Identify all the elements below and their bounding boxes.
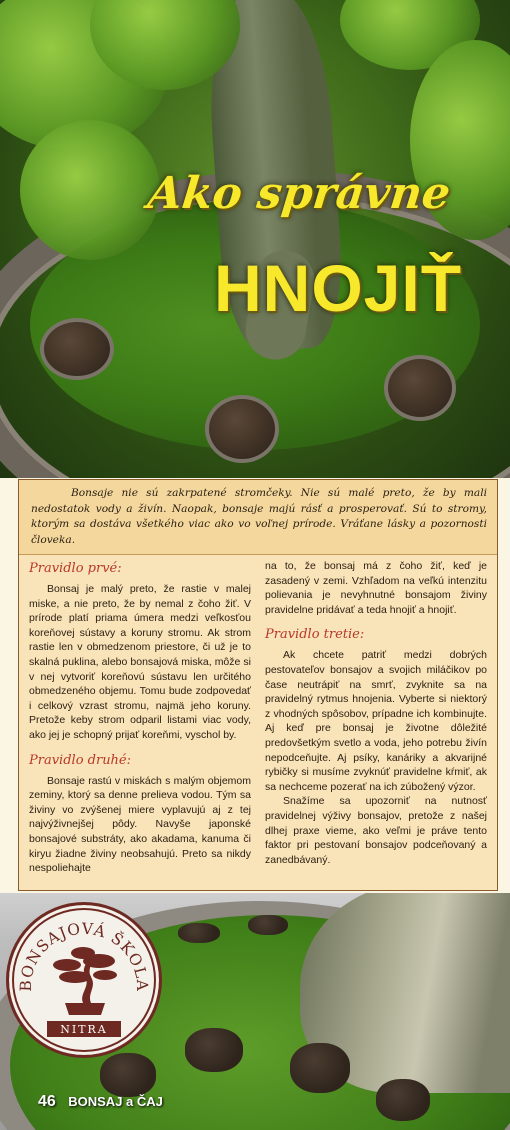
column-left [29,559,251,876]
rule2-heading: Pravidlo druhé: [29,752,132,768]
fertilizer-clod [185,1028,243,1072]
fertilizer-clod [248,915,288,935]
rule3-text: Ak chcete patriť medzi dobrých pestovateľov bonsajov a svojich miláčikov po čase neutrápiť na smrť, zvyknite sa na pravidelný rytmus hnojenia. Vyberte si niektorý z vhodných spôsobov, prípadne ich kombinujte. Aj keď pre bonsaj je životne dôležité predovšetkým svetlo a voda, jeho potrebu živín nepodceňujte. Aj psíky, kanáriky a akvarijné rybičky si musíme zvyknúť pravidelne kŕmiť, ak sa nechceme pozerať na ich zúbožený výzor. [265,649,487,793]
magazine-name: BONSAJ a ČAJ [68,1094,163,1109]
bonsai-tree-icon [53,947,117,1015]
intro-paragraph: Bonsaje nie sú zakrpatené stromčeky. Nie sú malé preto, že by mali nedostatok vody a živín. Naopak, bonsaje majú rásť a prosperovať. Sú to stromy, ktorým sa dostáva všetkého viac ako vo voľnej prírode. Vráťane lásky a pozornosti človeka. [19,480,497,555]
rule3-heading: Pravidlo tretie: [265,627,365,643]
logo-arc-text: BONSAJOVÁ ŠKOLA [16,919,152,992]
foliage-left-lower [20,120,160,260]
school-logo [6,902,162,1058]
fertilizer-cake [205,395,279,463]
fertilizer-clod [376,1079,430,1121]
rule2-continuation: na to, že bonsaj má z čoho žiť, keď je zasadený v zemi. Vzhľadom na veľkú intenzitu polievania je nevyhnutné bonsajom živiny pravidelne pridávať a teda hnojiť a hnojiť. [265,560,487,616]
page-title-line2: HNOJIŤ [214,251,463,325]
bonsai-photo-top [0,0,510,478]
fertilizer-clod [100,1053,156,1097]
fertilizer-cake [384,355,456,421]
fertilizer-cake [40,318,114,380]
page-footer [38,1093,163,1111]
rule1-heading: Pravidlo prvé: [29,561,122,576]
page-title-line1: Ako správne [145,168,453,219]
rule3-text2: Snažíme sa upozorniť na nutnosť pravidelnej výživy bonsajov, pretože z našej dlhej praxe vieme, ako veľmi je práve tento faktor pri pestovaní bonsajov podceňovaný a zanedbávaný. [265,795,487,866]
column-right [265,559,487,876]
page-number: 46 [38,1093,56,1110]
logo-city: NITRA [60,1023,108,1036]
fertilizer-clod [290,1043,350,1093]
rule2-text: Bonsaje rastú v miskách s malým objemom zeminy, ktorý sa denne prelieva vodou. Tým sa živiny vo zvýšenej miere vyplavujú aj z tej najvýživnejšej pôdy. Navyše japonské bonsajové substráty, ako akadama, kanuma či kiryu žiadne živiny neobsahujú. Preto sa nikdy nespoliehajte [29,774,251,875]
rule1-text: Bonsaj je malý preto, že rastie v malej miske, a nie preto, že by nemal z čoho žiť. V prírode platí priama úmera medzi veľkosťou koreňovej sústavy a koruny stromu. Ak strom rastie len v obmedzenom priestore, či už je to skalná puklina, alebo bonsajová miska, môže si v nej vytvoriť koreňovú sústavu len určitého obmedzeného objemu. Tomu bude zodpovedať i celkový vzrast stromu, najmä jeho koruny. Pretože keby strom odparil listami viac vody, ako jej je schopný prijať koreňmi, vyschol by. [29,583,251,741]
fertilizer-clod [178,923,220,943]
article-box [18,479,498,891]
